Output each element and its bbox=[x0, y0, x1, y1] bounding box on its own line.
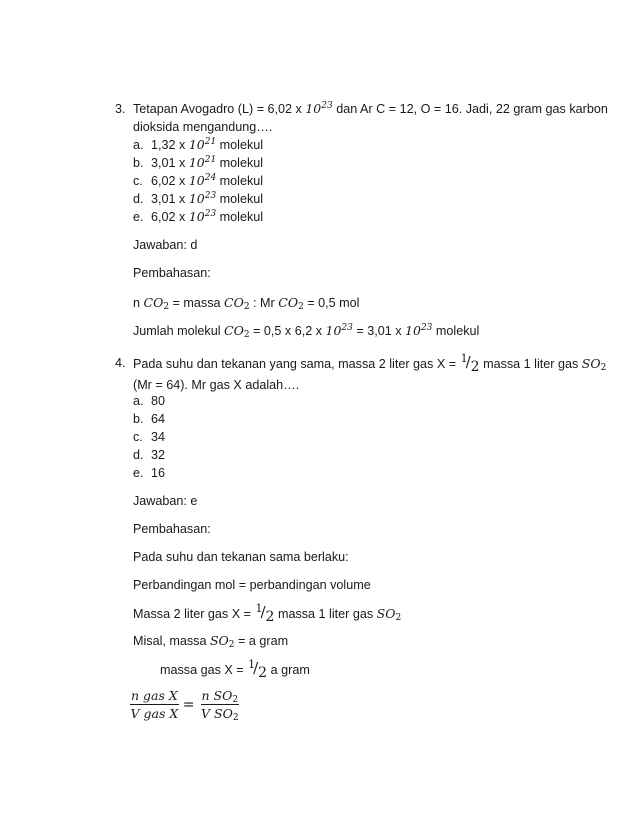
q3-option-e: e. 6,02 x $10^{23}$ molekul bbox=[133, 209, 264, 224]
q4-answer: Jawaban: e bbox=[133, 494, 198, 508]
q4-ratio-equation: $\frac{\text{n gas X}}{\text{V gas X}}$ = $\frac{n SO_2}{V SO_2}$ bbox=[130, 688, 239, 723]
q4-option-e: e. 16 bbox=[133, 466, 166, 480]
q4-option-d: d. 32 bbox=[133, 448, 166, 462]
q3-option-c: c. 6,02 x $10^{24}$ molekul bbox=[133, 173, 264, 188]
q3-calc-mol: n $CO_2$ = massa $CO_2$ : Mr $CO_2 = 0,5$ mol bbox=[133, 295, 360, 312]
fraction-one-half: 1 / 2 bbox=[460, 352, 480, 375]
q4-discussion-label: Pembahasan: bbox=[133, 522, 211, 536]
q4-discussion-line-1: Pada suhu dan tekanan sama berlaku: bbox=[133, 550, 349, 564]
q4-discussion-line-2: Perbandingan mol = perbandingan volume bbox=[133, 578, 371, 592]
q3-number: 3. bbox=[115, 102, 126, 116]
q3-discussion-label: Pembahasan: bbox=[133, 266, 211, 280]
q4-option-c: c. 34 bbox=[133, 430, 166, 444]
q3-answer: Jawaban: d bbox=[133, 238, 198, 252]
q4-discussion-line-5: massa gas X = 1 / 2 a gram bbox=[160, 658, 310, 681]
fraction-one-half: 1 / 2 bbox=[248, 658, 268, 681]
q4-discussion-line-3: Massa 2 liter gas X = 1 / 2 massa 1 liter gas $SO_2$ bbox=[133, 602, 402, 625]
q4-stem-line-2: (Mr = 64). Mr gas X adalah…. bbox=[133, 378, 300, 392]
fraction-n-over-v-so2: $\frac{n SO_2}{V SO_2}$ bbox=[201, 688, 239, 723]
q4-option-a: a. 80 bbox=[133, 394, 166, 408]
q3-stem-line-2: dioksida mengandung…. bbox=[133, 120, 273, 134]
q3-option-b: b. 3,01 x $10^{21}$ molekul bbox=[133, 155, 264, 170]
q4-discussion-line-4: Misal, massa $SO_2 = a$ gram bbox=[133, 633, 289, 650]
q3-stem-line-1: Tetapan Avogadro (L) = 6,02 x $10^{23}$ dan Ar C = 12, O = 16. Jadi, 22 gram gas karbon bbox=[133, 101, 608, 116]
q3-calc-molecules: Jumlah molekul $CO_2 = 0,5$ x 6,2 x $10^{23} = 3,01$ x $10^{23}$ molekul bbox=[133, 323, 480, 340]
q4-option-b: b. 64 bbox=[133, 412, 166, 426]
q4-number: 4. bbox=[115, 356, 126, 370]
q3-option-a: a. 1,32 x $10^{21}$ molekul bbox=[133, 137, 264, 152]
q4-stem-line-1: Pada suhu dan tekanan yang sama, massa 2 liter gas X = 1 / 2 massa 1 liter gas $SO_2$ bbox=[133, 352, 607, 375]
fraction-one-half: 1 / 2 bbox=[255, 602, 275, 625]
q3-option-d: d. 3,01 x $10^{23}$ molekul bbox=[133, 191, 264, 206]
fraction-n-over-v-gas-x: $\frac{\text{n gas X}}{\text{V gas X}}$ bbox=[130, 688, 179, 721]
